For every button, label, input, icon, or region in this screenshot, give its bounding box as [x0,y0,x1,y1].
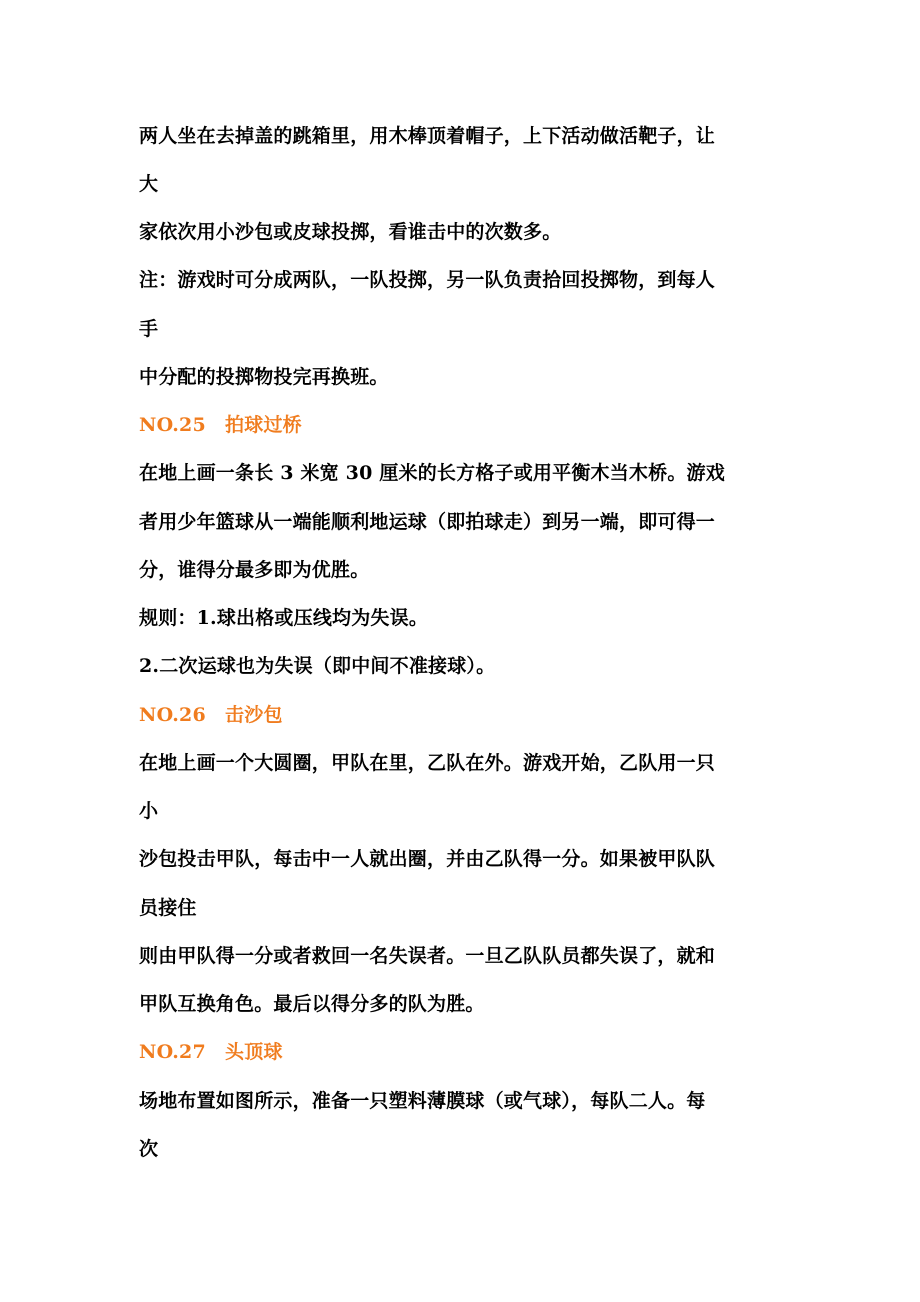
paragraph-line: 场地布置如图所示，准备一只塑料薄膜球（或气球），每队二人。每 [139,1090,706,1112]
section-heading-25: NO.25 拍球过桥 [139,414,302,436]
paragraph-line: 小 [139,800,159,822]
note-line: 手 [139,318,159,340]
paragraph-line: 在地上画一条长 3 米宽 30 厘米的长方格子或用平衡木当木桥。游戏 [139,462,725,484]
rule-line: 2.二次运球也为失误（即中间不准接球）。 [139,655,496,677]
rule-line: 规则：1.球出格或压线均为失误。 [139,607,429,629]
paragraph-line: 沙包投击甲队，每击中一人就出圈，并由乙队得一分。如果被甲队队 [139,848,716,870]
paragraph-line: 两人坐在去掉盖的跳箱里，用木棒顶着帽子，上下活动做活靶子，让 [139,125,716,147]
paragraph-line: 大 [139,173,159,195]
note-line: 注：游戏时可分成两队，一队投掷，另一队负责拾回投掷物，到每人 [139,269,716,291]
paragraph-line: 分，谁得分最多即为优胜。 [139,559,370,581]
paragraph-line: 则由甲队得一分或者救回一名失误者。一旦乙队队员都失误了，就和 [139,945,716,967]
paragraph-line: 家依次用小沙包或皮球投掷，看谁击中的次数多。 [139,221,562,243]
section-heading-27: NO.27 头顶球 [139,1041,283,1063]
note-line: 中分配的投掷物投完再换班。 [139,366,389,388]
paragraph-line: 甲队互换角色。最后以得分多的队为胜。 [139,993,485,1015]
paragraph-line: 者用少年篮球从一端能顺利地运球（即拍球走）到另一端，即可得一 [139,511,716,533]
section-heading-26: NO.26 击沙包 [139,704,283,726]
paragraph-line: 次 [139,1138,159,1160]
paragraph-line: 员接住 [139,897,197,919]
paragraph-line: 在地上画一个大圆圈，甲队在里，乙队在外。游戏开始，乙队用一只 [139,752,716,774]
